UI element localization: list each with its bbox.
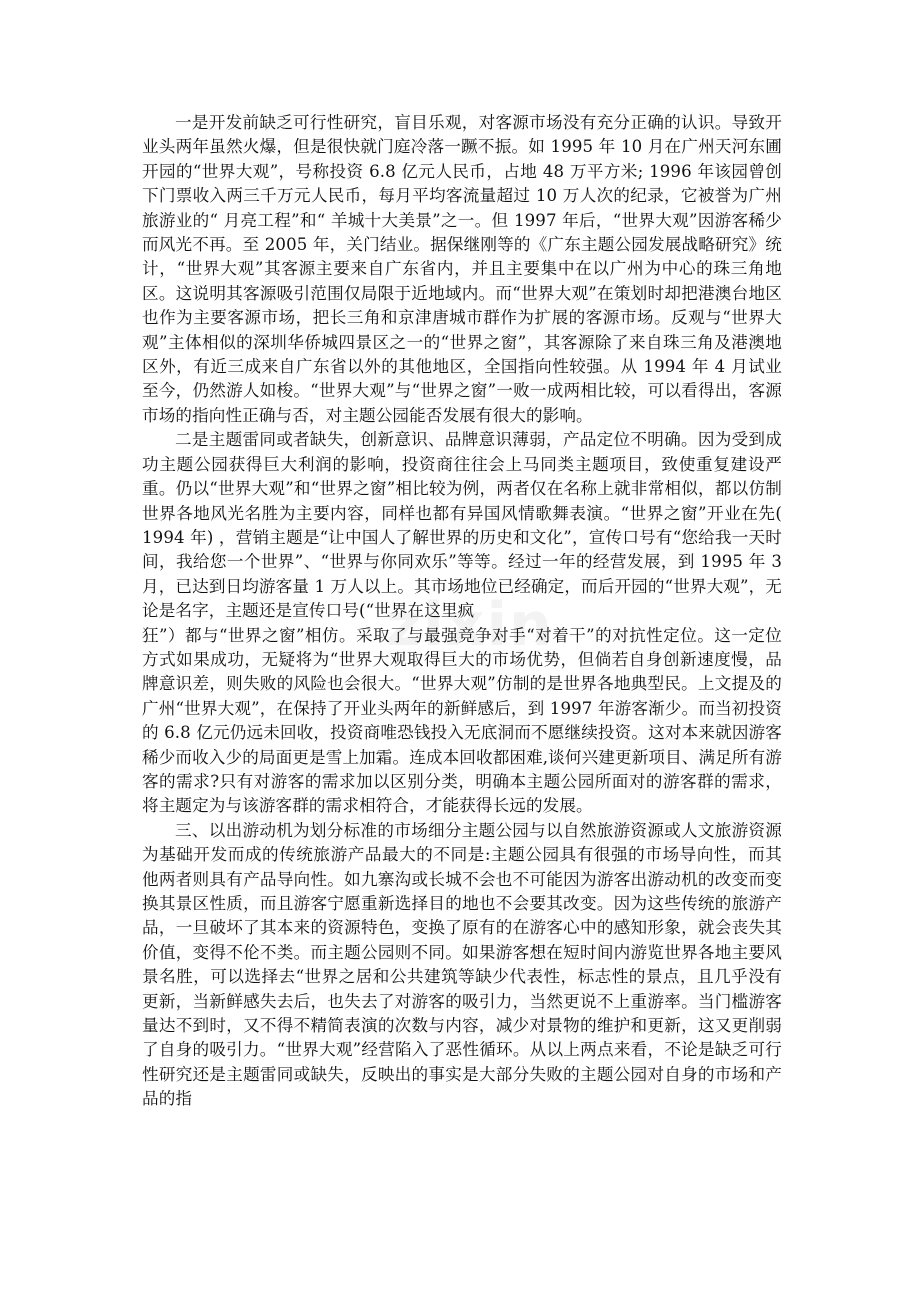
paragraph-2: 二是主题雷同或者缺失，创新意识、品牌意识薄弱，产品定位不明确。因为受到成功主题公园获得巨大利润的影响，投资商往往会上马同类主题项目，致使重复建设严重。仍以“世界大观”和“世界之窗”相比较为例，两者仅在名称上就非常相似，都以仿制世界各地风光名胜为主要内容，同样也都有异国风情歌舞表演。“世界之窗”开业在先( 1994 年) ，营销主题是“让中国人了解世界的历史和文化”，宣传口号有“您给我一天时间，我给您一个世界”、“世界与你同欢乐”等等。经过一年的经营发展，到 1995 年 3 月，已达到日均游客量 1 万人以上。其市场地位已经确定，而后开园的“世界大观”，无论是名字，主题还是宣传口号(“世界在这里疯 <box>142 430 782 621</box>
document-body <box>142 111 782 1112</box>
paragraph-4: 三、以出游动机为划分标准的市场细分主题公园与以自然旅游资源或人文旅游资源为基础开发而成的传统旅游产品最大的不同是:主题公园具有很强的市场导向性，而其他两者则具有产品导向性。如九寨沟或长城不会也不可能因为游客出游动机的改变而变换其景区性质，而且游客宁愿重新选择目的地也不会要其改变。因为这些传统的旅游产品，一旦破坏了其本来的资源特色，变换了原有的在游客心中的感知形象，就会丧失其价值，变得不伦不类。而主题公园则不同。如果游客想在短时间内游览世界各地主要风景名胜，可以选择去“世界之居和公共建筑等缺少代表性，标志性的景点，且几乎没有更新，当新鲜感失去后，也失去了对游客的吸引力，当然更说不上重游率。当门槛游客量达不到时，又不得不精简表演的次数与内容，减少对景物的维护和更新，这又更削弱了自身的吸引力。“世界大观”经营陷入了恶性循环。从以上两点来看，不论是缺乏可行性研究还是主题雷同或缺失，反映出的事实是大部分失败的主题公园对自身的市场和产品的指 <box>142 820 782 1109</box>
watermark: zixin <box>386 590 554 660</box>
paragraph-3: 狂”）都与“世界之窗”相仿。采取了与最强竞争对手“对着干”的对抗性定位。这一定位方式如果成功，无疑将为“世界大观取得巨大的市场优势，但倘若自身创新速度慢，品牌意识差，则失败的风险也会很大。“世界大观”仿制的是世界各地典型民。上文提及的广州“世界大观”，在保持了开业头两年的新鲜感后，到 1997 年游客渐少。而当初投资的 6.8 亿元仍远未回收，投资商唯恐钱投入无底洞而不愿继续投资。这对本来就因游客稀少而收入少的局面更是雪上加霜。连成本回收都困难,谈何兴建更新项目、满足所有游客的需求?只有对游客的需求加以区别分类，明确本主题公园所面对的游客群的需求，将主题定为与该游客群的需求相符合，才能获得长远的发展。 <box>142 625 782 816</box>
paragraph-1: 一是开发前缺乏可行性研究，盲目乐观，对客源市场没有充分正确的认识。导致开业头两年虽然火爆，但是很快就门庭冷落一蹶不振。如 1995 年 10 月在广州天河东圃开园的“世界大观”，号称投资 6.8 亿元人民币，占地 48 万平方米; 1996 年该园曾创下门票收入两三千万元人民币，每月平均客流量超过 10 万人次的纪录，它被誉为广州旅游业的“ 月亮工程”和“ 羊城十大美景”之一。但 1997 年后，“世界大观”因游客稀少而风光不再。至 2005 年，关门结业。据保继刚等的《广东主题公园发展战略研究》统计，“世界大观”其客源主要来自广东省内，并且主要集中在以广州为中心的珠三角地区。这说明其客源吸引范围仅局限于近地域内。而“世界大观”在策划时却把港澳台地区也作为主要客源市场，把长三角和京津唐城市群作为扩展的客源市场。反观与“世界大观”主体相似的深圳华侨城四景区之一的“世界之窗”，其客源除了来自珠三角及港澳地区外，有近三成来自广东省以外的其他地区，全国指向性较强。从 1994 年 4 月试业至今，仍然游人如梭。“世界大观”与“世界之窗”一败一成两相比较，可以看得出，客源市场的指向性正确与否，对主题公园能否发展有很大的影响。 <box>142 113 782 425</box>
